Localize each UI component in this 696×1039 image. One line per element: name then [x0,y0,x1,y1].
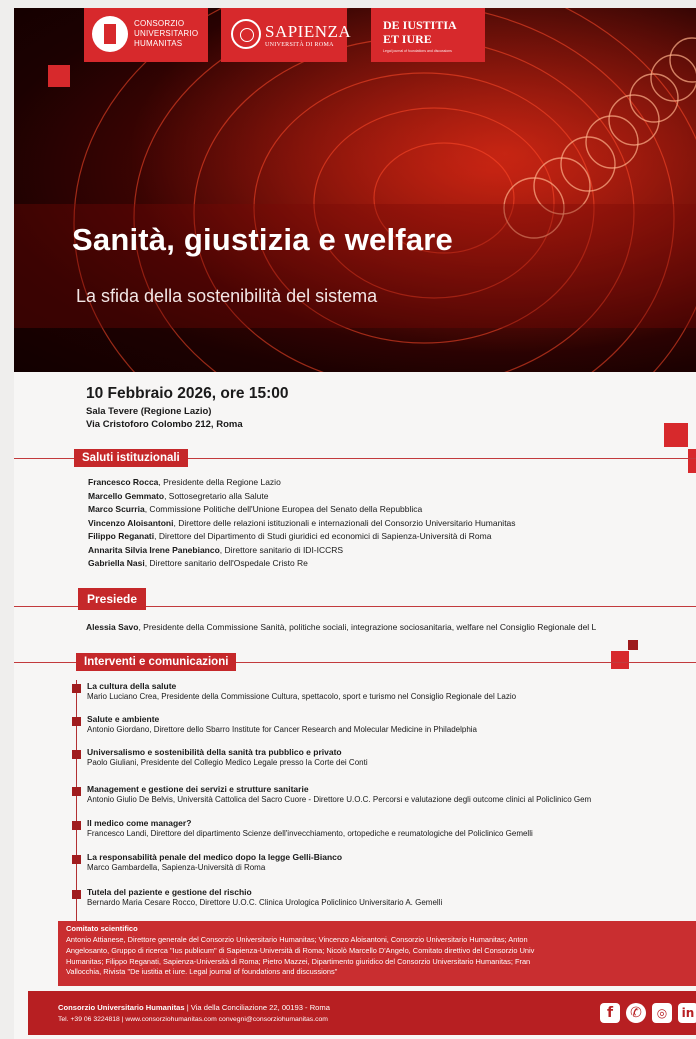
sapienza-subtitle: UNIVERSITÀ DI ROMA [265,42,334,48]
talk-title: Salute e ambiente [87,714,160,724]
bullet-square-icon [72,684,81,693]
whatsapp-icon[interactable]: ✆ [626,1003,646,1023]
talk-title: Management e gestione dei servizi e strutture sanitarie [87,784,309,794]
comitato-line: Vallocchia, Rivista "De iustitia et iure. Legal journal of foundations and discussions" [66,967,338,977]
comitato-body [66,935,696,978]
hero-accent-square [48,65,70,87]
flyer-page [14,8,696,1039]
consorzio-line-2: UNIVERSITARIO [134,29,199,38]
footer-contacts: Tel. +39 06 3224818 | www.consorziohumanitas.com convegni@consorziohumanitas.com [58,1016,328,1023]
talk-speaker: Francesco Landi, Direttore del dipartimento Scienze dell'invecchiamento, ortopediche e reumatologiche del Policlinico Gemelli [87,829,533,838]
saluti-list [88,476,516,571]
event-title: Sanità, giustizia e welfare [72,222,453,257]
hero-banner [14,8,696,372]
saluti-item: Gabriella Nasi, Direttore sanitario dell'Ospedale Cristo Re [88,558,308,568]
accent-square [628,640,638,650]
comitato-line: Antonio Attianese, Direttore generale del Consorzio Universitario Humanitas; Vincenzo Aloisantoni, Consorzio Universitario Humanitas; Anton [66,935,528,944]
footer-bar [28,991,696,1035]
footer-address: Consorzio Universitario Humanitas | Via della Conciliazione 22, 00193 - Roma [58,1003,330,1012]
accent-square [664,423,688,447]
event-subtitle: La sfida della sostenibilità del sistema [76,286,378,306]
bullet-square-icon [72,890,81,899]
de-iustitia-name [383,18,483,46]
bullet-square-icon [72,855,81,864]
de-iustitia-logo [371,8,485,62]
talk-speaker: Antonio Giordano, Direttore dello Sbarro Institute for Cancer Research and Molecular Medicine in Philadelphia [87,725,477,734]
talk-title: Il medico come manager? [87,818,192,828]
sapienza-name: SAPIENZA [265,22,352,41]
iure-line-1: DE IUSTITIA [383,18,457,32]
event-date: 10 Febbraio 2026, ore 15:00 [86,385,289,402]
bullet-square-icon [72,821,81,830]
saluti-item: Francesco Rocca, Presidente della Regione Lazio [88,477,281,487]
consorzio-line-3: HUMANITAS [134,39,183,48]
consorzio-logo-text [134,19,198,49]
saluti-item: Marcello Gemmato, Sottosegretario alla Salute [88,490,269,501]
comitato-line: Humanitas; Filippo Reganati, Sapienza-Università di Roma; Pietro Mazzei, Dipartimento giuridico del Consorzio Universitario Humanitas; Fran [66,956,531,966]
saluti-item: Vincenzo Aloisantoni, Direttore delle relazioni istituzionali e internazionali del Consorzio Universitario Humanitas [88,517,516,528]
talk-speaker: Paolo Giuliani, Presidente del Collegio Medico Legale presso la Corte dei Conti [87,758,368,767]
comitato-heading: Comitato scientifico [66,924,138,933]
consorzio-logo [84,8,208,62]
section-tag-interventi: Interventi e comunicazioni [76,653,236,671]
bullet-square-icon [72,750,81,759]
de-iustitia-subtitle: Legal journal of foundations and discussions [383,49,452,53]
iure-line-2: ET IURE [383,32,432,46]
talk-speaker: Mario Luciano Crea, Presidente della Commissione Cultura, spettacolo, sport e turismo nel Consiglio Regionale del Lazio [87,692,517,701]
accent-square [688,449,696,473]
comitato-scientifico-box [58,921,696,986]
talk-title: Tutela del paziente e gestione del rischio [87,887,252,897]
accent-square [611,651,629,669]
bullet-square-icon [72,787,81,796]
talk-speaker: Antonio Giulio De Belvis, Università Cattolica del Sacro Cuore - Direttore U.O.C. Percorsi e valutazione degli outcome clinici al Policlinico Gem [87,795,592,804]
event-venue [86,405,243,431]
consorzio-line-1: CONSORZIO [134,19,185,28]
saluti-item: Annarita Silvia Irene Panebianco, Direttore sanitario di IDI-ICCRS [88,544,344,555]
talk-speaker: Bernardo Maria Cesare Rocco, Direttore U.O.C. Clinica Urologica Policlinico Universitario A. Gemelli [87,898,443,907]
talk-title: Universalismo e sostenibilità della sanità tra pubblico e privato [87,747,342,757]
section-tag-presiede: Presiede [78,588,146,610]
saluti-item: Filippo Reganati, Direttore del Dipartimento di Studi giuridici ed economici di Sapienza-Università di Roma [88,531,492,541]
section-tag-saluti: Saluti istituzionali [74,449,188,467]
sapienza-seal-icon [231,19,261,49]
venue-name: Sala Tevere (Regione Lazio) [86,406,212,417]
sapienza-logo [221,8,352,62]
bullet-square-icon [72,717,81,726]
linkedin-icon[interactable]: in [678,1003,696,1023]
venue-address: Via Cristoforo Colombo 212, Roma [86,419,243,430]
facebook-icon[interactable]: f [600,1003,620,1023]
consorzio-logo-icon [92,16,128,52]
instagram-icon[interactable]: ◎ [652,1003,672,1023]
saluti-item: Marco Scurria, Commissione Politiche dell'Unione Europea del Senato della Repubblica [88,504,423,514]
talk-speaker: Marco Gambardella, Sapienza-Università di Roma [87,863,266,872]
talk-title: La responsabilità penale del medico dopo la legge Gelli-Bianco [87,852,343,862]
presiede-text: Alessia Savo, Presidente della Commissione Sanità, politiche sociali, integrazione sociosanitaria, welfare nel Consiglio Regionale del L [86,622,597,632]
talk-title: La cultura della salute [87,681,177,691]
comitato-line: Angelosanto, Gruppo di ricerca "Ius publicum" di Sapienza-Università di Roma; Nicolò Marcello D'Angelo, Comitato direttivo del Consorzio Univ [66,945,535,955]
